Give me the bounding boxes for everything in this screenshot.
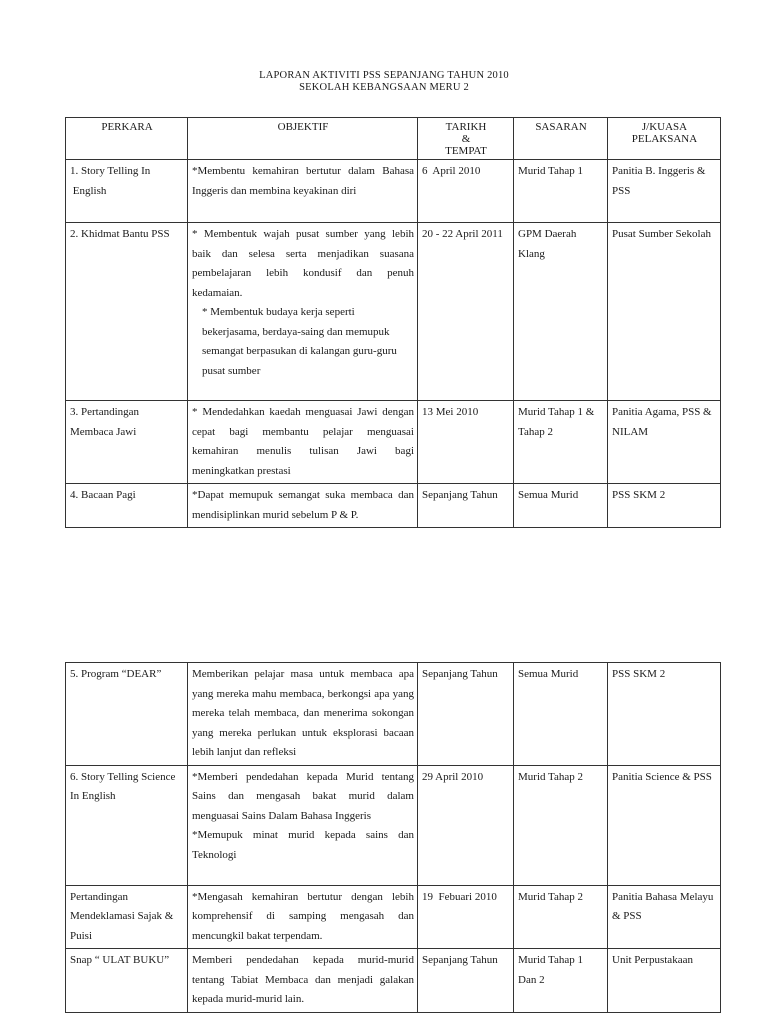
- header-objektif: OBJEKTIF: [188, 118, 418, 160]
- row-perkara: [66, 160, 188, 223]
- row-tarikh: Sepanjang Tahun: [418, 484, 514, 528]
- row-tarikh: 29 April 2010: [418, 765, 514, 885]
- table-row: [66, 223, 721, 401]
- table-row: [66, 160, 721, 223]
- row-tarikh: Sepanjang Tahun: [418, 949, 514, 1013]
- row-jkuasa: Pusat Sumber Sekolah: [608, 223, 721, 401]
- row-perkara: Snap “ ULAT BUKU”: [66, 949, 188, 1013]
- report-title: LAPORAN AKTIVITI PSS SEPANJANG TAHUN 2010: [259, 70, 509, 81]
- row-tarikh: 20 - 22 April 2011: [418, 223, 514, 401]
- objektif-point: *Memberi pendedahan kepada Murid tentang Sains dan mengasah bakat murid dalam menguasai Sains Dalam Bahasa Inggeris: [192, 770, 414, 822]
- row-sasaran: Murid Tahap 2: [514, 885, 608, 949]
- header-pelaksana: PELAKSANA: [631, 133, 698, 145]
- row-perkara: 3. Pertandingan Membaca Jawi: [66, 401, 188, 484]
- table-row: [66, 663, 721, 766]
- row-perkara: Pertandingan Mendeklamasi Sajak & Puisi: [66, 885, 188, 949]
- row-sasaran: Murid Tahap 1 & Tahap 2: [514, 401, 608, 484]
- header-jkuasa-pelaksana: [608, 118, 721, 160]
- row-jkuasa: Panitia Science & PSS: [608, 765, 721, 885]
- row-sasaran: Murid Tahap 1: [514, 160, 608, 223]
- table-row: [66, 885, 721, 949]
- row-tarikh: 13 Mei 2010: [418, 401, 514, 484]
- table-row: [66, 949, 721, 1013]
- row-sasaran: Semua Murid: [514, 663, 608, 766]
- table-row: [66, 401, 721, 484]
- row-tarikh: 6 April 2010: [418, 160, 514, 223]
- row-jkuasa: Panitia B. Inggeris & PSS: [608, 160, 721, 223]
- row-jkuasa: Panitia Bahasa Melayu & PSS: [608, 885, 721, 949]
- row-objektif: [188, 765, 418, 885]
- row-tarikh: 19 Febuari 2010: [418, 885, 514, 949]
- header-sasaran: SASARAN: [514, 118, 608, 160]
- row-perkara: 2. Khidmat Bantu PSS: [66, 223, 188, 401]
- row-sasaran: GPM Daerah Klang: [514, 223, 608, 401]
- header-perkara: PERKARA: [66, 118, 188, 160]
- row-sasaran: Murid Tahap 2: [514, 765, 608, 885]
- activity-table-part-2: [65, 662, 721, 1013]
- row-jkuasa: PSS SKM 2: [608, 484, 721, 528]
- header-tarikh: TARIKH: [445, 121, 487, 133]
- header-tempat: TEMPAT: [445, 145, 487, 157]
- row-sasaran: Murid Tahap 1 Dan 2: [514, 949, 608, 1013]
- row-objektif: Memberikan pelajar masa untuk membaca apa yang mereka mahu membaca, berkongsi apa yang mereka telah membaca, dan menerima sokongan yang mereka perlukan untuk eksplorasi bacaan lebih lanjut dan refleksi: [188, 663, 418, 766]
- perkara-line: English: [70, 184, 107, 197]
- table-row: [66, 484, 721, 528]
- row-objektif: *Mengasah kemahiran bertutur dengan lebih komprehensif di samping mengasah dan mencungkil bakat terpendam.: [188, 885, 418, 949]
- header-jkuasa: J/KUASA: [641, 121, 688, 133]
- row-jkuasa: Unit Perpustakaan: [608, 949, 721, 1013]
- table-header-row: [66, 118, 721, 160]
- row-objektif: * Mendedahkan kaedah menguasai Jawi dengan cepat bagi membantu pelajar menguasai kemahiran menulis tulisan Jawi bagi meningkatkan prestasi: [188, 401, 418, 484]
- objektif-point: *Memupuk minat murid kepada sains dan Teknologi: [192, 829, 414, 861]
- row-jkuasa: Panitia Agama, PSS & NILAM: [608, 401, 721, 484]
- activity-table-part-1: [65, 117, 721, 528]
- row-jkuasa: PSS SKM 2: [608, 663, 721, 766]
- row-objektif: [188, 223, 418, 401]
- row-objektif: *Dapat memupuk semangat suka membaca dan mendisiplinkan murid sebelum P & P.: [188, 484, 418, 528]
- row-perkara: 5. Program “DEAR”: [66, 663, 188, 766]
- row-tarikh: Sepanjang Tahun: [418, 663, 514, 766]
- school-name: SEKOLAH KEBANGSAAN MERU 2: [299, 82, 469, 93]
- objektif-point: * Membentuk budaya kerja seperti bekerjasama, berdaya-saing dan memupuk semangat berpasukan di kalangan guru-guru pusat sumber: [202, 306, 397, 377]
- perkara-line: 1. Story Telling In: [70, 165, 151, 177]
- row-sasaran: Semua Murid: [514, 484, 608, 528]
- header-tarikh-tempat: [418, 118, 514, 160]
- table-row: [66, 765, 721, 885]
- header-ampersand: &: [461, 133, 471, 145]
- row-objektif: Memberi pendedahan kepada murid-murid tentang Tabiat Membaca dan menjadi galakan kepada murid-murid lain.: [188, 949, 418, 1013]
- row-perkara: 6. Story Telling Science In English: [66, 765, 188, 885]
- objektif-point: * Membentuk wajah pusat sumber yang lebih baik dan selesa serta menjadikan suasana pembelajaran lebih kondusif dan penuh kedamaian.: [192, 228, 414, 299]
- row-objektif: *Membentu kemahiran bertutur dalam Bahasa Inggeris dan membina keyakinan diri: [188, 160, 418, 223]
- row-perkara: 4. Bacaan Pagi: [66, 484, 188, 528]
